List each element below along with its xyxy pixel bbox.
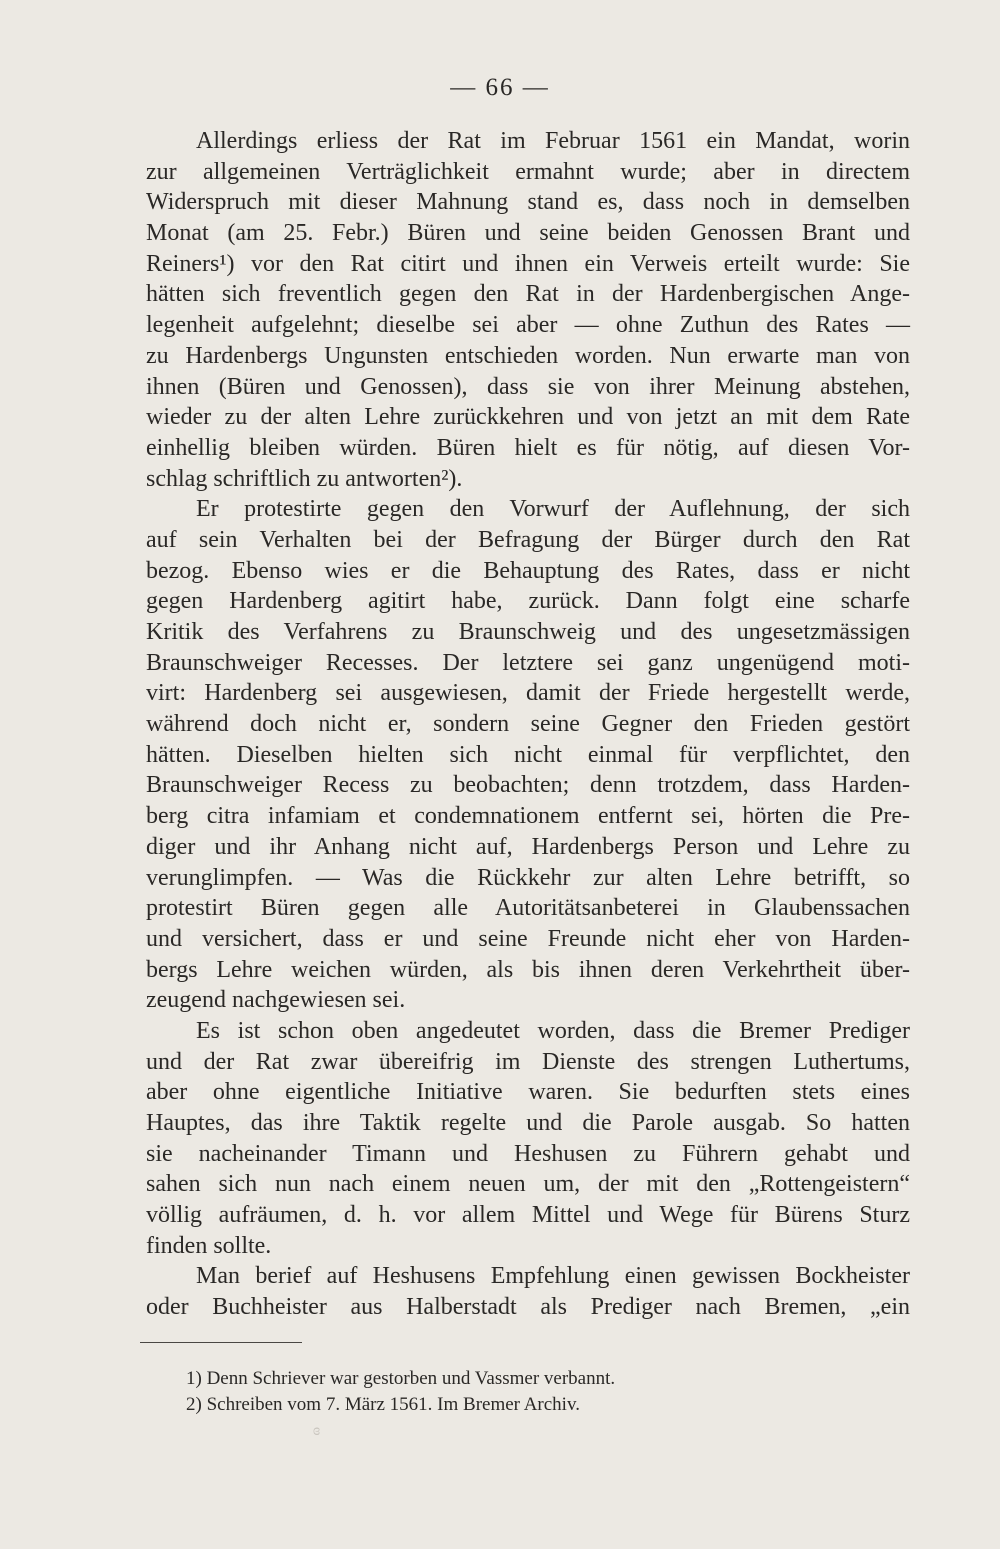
text-line: hätten sich freventlich gegen den Rat in der Hardenbergischen Ange- <box>146 281 910 308</box>
text-line: Braunschweiger Recess zu beobachten; denn trotzdem, dass Harden- <box>146 772 910 799</box>
footnotes <box>186 1366 615 1418</box>
text-line: und der Rat zwar übereifrig im Dienste des strengen Luthertums, <box>146 1048 910 1075</box>
text-line: finden sollte. <box>146 1232 272 1259</box>
text-line: Es ist schon oben angedeutet worden, dass die Bremer Prediger <box>196 1017 910 1044</box>
text-line: hätten. Dieselben hielten sich nicht einmal für verpflichtet, den <box>146 741 910 768</box>
text-line: sie nacheinander Timann und Heshusen zu Führern gehabt und <box>146 1140 910 1167</box>
page-number: — 66 — <box>450 74 550 101</box>
text-line: Hauptes, das ihre Taktik regelte und die Parole ausgab. So hatten <box>146 1110 910 1136</box>
text-line: Kritik des Verfahrens zu Braunschweig und des ungesetzmässigen <box>146 619 910 645</box>
body-text <box>146 126 910 1323</box>
text-line: zeugend nachgewiesen sei. <box>146 987 406 1014</box>
footnote-2: 2) Schreiben vom 7. März 1561. Im Bremer Archiv. <box>186 1394 580 1415</box>
text-line: aber ohne eigentliche Initiative waren. Sie bedurften stets eines <box>146 1079 910 1106</box>
text-line: Allerdings erliess der Rat im Februar 1561 ein Mandat, worin <box>196 128 910 154</box>
text-line: auf sein Verhalten bei der Befragung der Bürger durch den Rat <box>146 526 910 553</box>
text-line: und versichert, dass er und seine Freunde nicht eher von Harden- <box>146 925 910 952</box>
text-line: während doch nicht er, sondern seine Gegner den Frieden gestört <box>146 711 910 738</box>
text-line: sahen sich nun nach einem neuen um, der mit den „Rottengeistern“ <box>146 1171 910 1198</box>
text-line: oder Buchheister aus Halberstadt als Prediger nach Bremen, „ein <box>146 1294 910 1321</box>
text-line: einhellig bleiben würden. Büren hielt es für nötig, auf diesen Vor- <box>146 434 910 461</box>
text-line: Reiners¹) vor den Rat citirt und ihnen ein Verweis erteilt wurde: Sie <box>146 250 910 277</box>
text-line: völlig aufräumen, d. h. vor allem Mittel und Wege für Bürens Sturz <box>146 1202 910 1229</box>
footnote-rule <box>140 1342 302 1343</box>
text-line: schlag schriftlich zu antworten²). <box>146 465 463 492</box>
text-line: zu Hardenbergs Ungunsten entschieden worden. Nun erwarte man von <box>146 342 910 369</box>
footnote-1: 1) Denn Schriever war gestorben und Vassmer verbannt. <box>186 1368 616 1389</box>
text-line: Widerspruch mit dieser Mahnung stand es, dass noch in demselben <box>146 189 910 216</box>
text-line: ihnen (Büren und Genossen), dass sie von ihrer Meinung abstehen, <box>146 373 910 400</box>
text-line: Er protestirte gegen den Vorwurf der Auflehnung, der sich <box>196 496 910 523</box>
text-line: verunglimpfen. — Was die Rückkehr zur alten Lehre betrifft, so <box>146 864 910 891</box>
text-line: diger und ihr Anhang nicht auf, Hardenbergs Person und Lehre zu <box>146 833 910 860</box>
text-line: Braunschweiger Recesses. Der letztere sei ganz ungenügend moti- <box>146 649 910 676</box>
text-line: virt: Hardenberg sei ausgewiesen, damit der Friede hergestellt werde, <box>146 680 910 707</box>
text-line: bezog. Ebenso wies er die Behauptung des Rates, dass er nicht <box>146 557 910 584</box>
text-line: gegen Hardenberg agitirt habe, zurück. Dann folgt eine scharfe <box>146 588 910 615</box>
text-line: Monat (am 25. Febr.) Büren und seine beiden Genossen Brant und <box>146 220 910 247</box>
text-line: wieder zu der alten Lehre zurückkehren und von jetzt an mit dem Rate <box>146 404 910 431</box>
text-line: zur allgemeinen Verträglichkeit ermahnt wurde; aber in directem <box>146 158 910 185</box>
text-line: berg citra infamiam et condemnationem entfernt sei, hörten die Pre- <box>146 803 910 830</box>
text-line: bergs Lehre weichen würden, als bis ihnen deren Verkehrtheit über- <box>146 956 910 983</box>
text-line: legenheit aufgelehnt; dieselbe sei aber — ohne Zuthun des Rates — <box>146 312 910 339</box>
text-line: protestirt Büren gegen alle Autoritätsanbeterei in Glaubenssachen <box>146 895 910 922</box>
bleed-through-mark: ɞ <box>313 1422 321 1439</box>
text-line: Man berief auf Heshusens Empfehlung einen gewissen Bockheister <box>196 1263 910 1290</box>
